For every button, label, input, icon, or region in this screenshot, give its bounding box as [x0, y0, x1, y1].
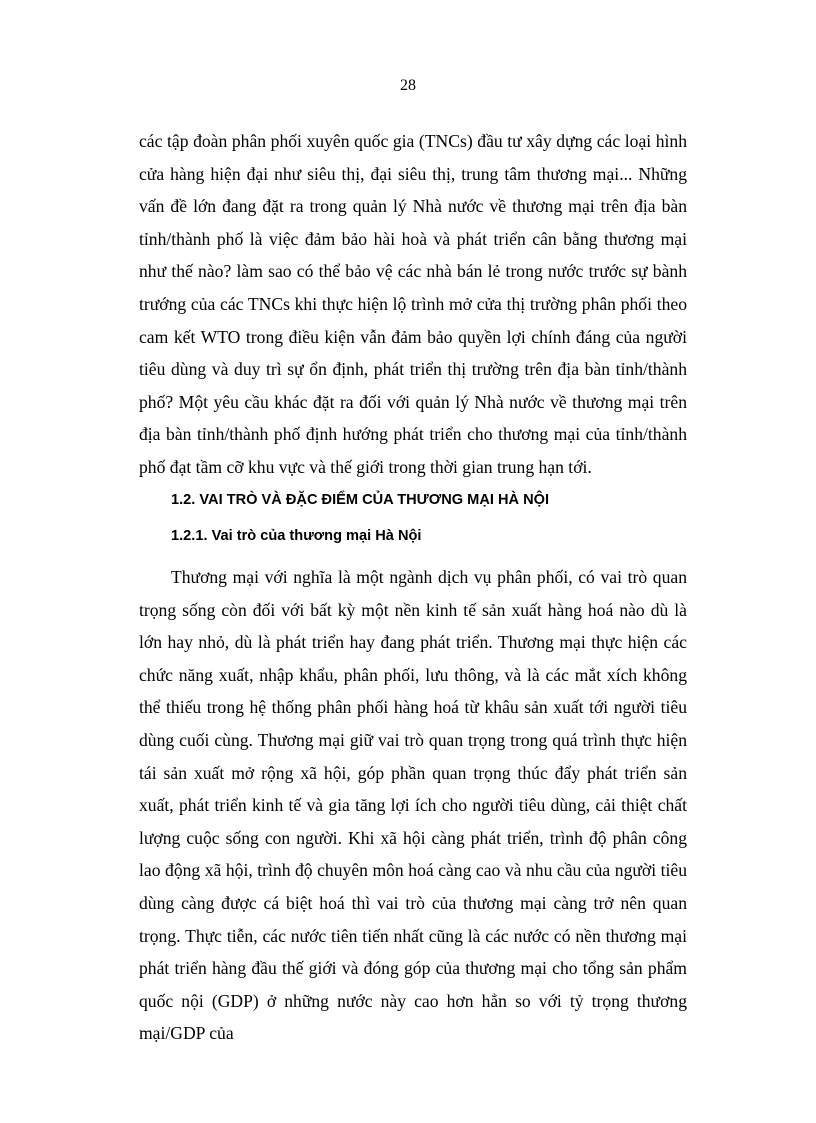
- section-heading: 1.2. VAI TRÒ VÀ ĐẶC ĐIỂM CỦA THƯƠNG MẠI HÀ NỘI: [171, 492, 550, 508]
- paragraph-role-of-trade: Thương mại với nghĩa là một ngành dịch vụ phân phối, có vai trò quan trọng sống còn đối với bất kỳ một nền kinh tế sản xuất hàng hoá nào dù là lớn hay nhỏ, dù là phát triển hay đang phát triển. Thương mại thực hiện các chức năng xuất, nhập khẩu, phân phối, lưu thông, và là các mắt xích không thể thiếu trong hệ thống phân phối hàng hoá từ khâu sản xuất tới người tiêu dùng cuối cùng. Thương mại giữ vai trò quan trọng trong quá trình thực hiện tái sản xuất mở rộng xã hội, góp phần quan trọng thúc đẩy phát triển sản xuất, phát triển kinh tế và gia tăng lợi ích cho người tiêu dùng, cải thiệt chất lượng cuộc sống con người. Khi xã hội càng phát triển, trình độ phân công lao động xã hội, trình độ chuyên môn hoá càng cao và nhu cầu của người tiêu dùng càng được cá biệt hoá thì vai trò của thương mại càng trở nên quan trọng. Thực tiễn, các nước tiên tiến nhất cũng là các nước có nền thương mại phát triển hàng đầu thế giới và đóng góp của thương mại cho tổng sản phẩm quốc nội (GDP) ở những nước này cao hơn hẳn so với tỷ trọng thương mại/GDP của: [139, 567, 687, 1044]
- page-number: 28: [400, 77, 416, 94]
- paragraph-intro: các tập đoàn phân phối xuyên quốc gia (TNCs) đầu tư xây dựng các loại hình cửa hàng hiện đại như siêu thị, đại siêu thị, trung tâm thương mại... Những vấn đề lớn đang đặt ra trong quản lý Nhà nước về thương mại trên địa bàn tỉnh/thành phố là việc đảm bảo hài hoà và phát triển cân bằng thương mại như thế nào? làm sao có thể bảo vệ các nhà bán lẻ trong nước trước sự bành trướng của các TNCs khi thực hiện lộ trình mở cửa thị trường phân phối theo cam kết WTO trong điều kiện vẫn đảm bảo quyền lợi chính đáng của người tiêu dùng và duy trì sự ổn định, phát triển thị trường trên địa bàn tỉnh/thành phố? Một yêu cầu khác đặt ra đối với quản lý Nhà nước về thương mại trên địa bàn tỉnh/thành phố định hướng phát triển cho thương mại của tỉnh/thành phố đạt tầm cỡ khu vực và thế giới trong thời gian trung hạn tới.: [139, 131, 687, 477]
- subsection-heading: 1.2.1. Vai trò của thương mại Hà Nội: [171, 528, 422, 544]
